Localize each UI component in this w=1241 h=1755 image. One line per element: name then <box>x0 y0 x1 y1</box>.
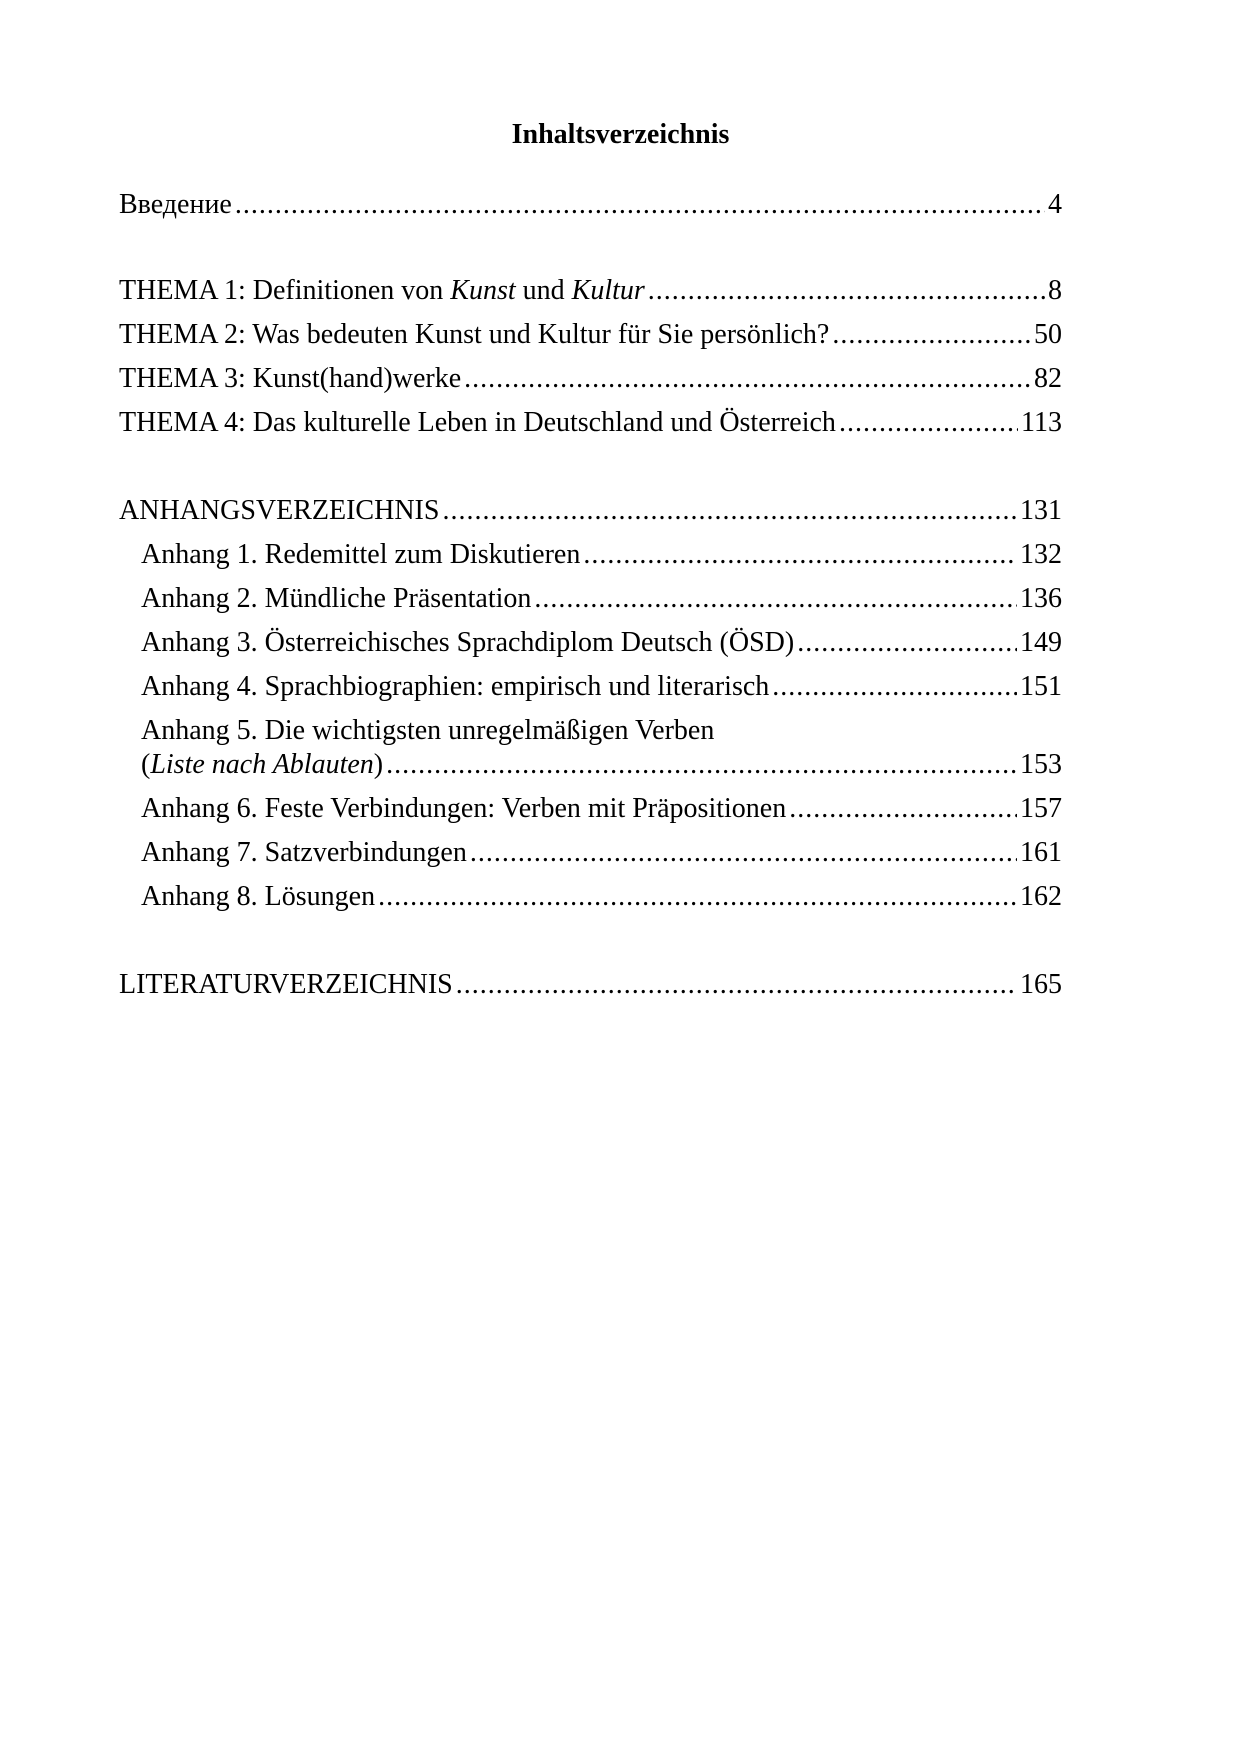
toc-entry-label: THEMA 4: Das kulturelle Leben in Deutschland und Österreich <box>119 407 836 438</box>
toc-entry-anhang-5-line-1[interactable]: Anhang 5. Die wichtigsten unregelmäßigen Verben <box>141 715 715 746</box>
dot-leader <box>235 188 1045 222</box>
toc-page-number: 4 <box>1048 189 1062 220</box>
toc-entry-label: Anhang 2. Mündliche Präsentation <box>141 583 532 614</box>
toc-entry-label: Введение <box>119 189 232 220</box>
toc-entry-anhang-6[interactable] <box>141 792 1062 826</box>
toc-entry-label: THEMA 2: Was bedeuten Kunst und Kultur für Sie persönlich? <box>119 319 830 350</box>
toc-entry-anhang-4[interactable] <box>141 670 1062 704</box>
dot-leader <box>442 494 1017 528</box>
toc-page-number: 136 <box>1020 583 1062 614</box>
toc-entry-anhang-1[interactable] <box>141 538 1062 572</box>
toc-page-number: 165 <box>1020 969 1062 1000</box>
toc-page-number: 149 <box>1020 627 1062 658</box>
dot-leader <box>797 626 1017 660</box>
toc-entry-label: (Liste nach Ablauten) <box>141 749 384 780</box>
toc-entry-label: Anhang 6. Feste Verbindungen: Verben mit Präpositionen <box>141 793 787 824</box>
toc-page-number: 153 <box>1020 749 1062 780</box>
dot-leader <box>583 538 1017 572</box>
dot-leader <box>832 318 1031 352</box>
page-title: Inhaltsverzeichnis <box>511 119 730 150</box>
toc-entry-anhang-3[interactable] <box>141 626 1062 660</box>
toc-page-number: 113 <box>1021 407 1062 438</box>
toc-page-number: 151 <box>1020 671 1062 702</box>
toc-page-number: 131 <box>1020 495 1062 526</box>
dot-leader <box>456 968 1017 1002</box>
dot-leader <box>772 670 1017 704</box>
toc-entry-label: Anhang 8. Lösungen <box>141 881 376 912</box>
toc-entry-thema-3[interactable] <box>119 362 1062 396</box>
toc-entry-thema-1[interactable] <box>119 274 1062 308</box>
toc-entry-label: THEMA 1: Definitionen von Kunst und Kultur <box>119 275 645 306</box>
toc-entry-intro[interactable] <box>119 188 1062 222</box>
toc-entry-thema-4[interactable] <box>119 406 1062 440</box>
toc-entry-label: LITERATURVERZEICHNIS <box>119 969 453 1000</box>
toc-entry-appendix-index[interactable] <box>119 494 1062 528</box>
toc-entry-label: ANHANGSVERZEICHNIS <box>119 495 440 526</box>
toc-entry-label: Anhang 1. Redemittel zum Diskutieren <box>141 539 581 570</box>
dot-leader <box>789 792 1017 826</box>
toc-page-number: 8 <box>1048 275 1062 306</box>
toc-page-number: 50 <box>1034 319 1062 350</box>
toc-entry-label: THEMA 3: Kunst(hand)werke <box>119 363 462 394</box>
toc-entry-label: Anhang 3. Österreichisches Sprachdiplom Deutsch (ÖSD) <box>141 627 795 658</box>
toc-page-number: 162 <box>1020 881 1062 912</box>
dot-leader <box>464 362 1031 396</box>
dot-leader <box>470 836 1017 870</box>
toc-page-number: 161 <box>1020 837 1062 868</box>
toc-entry-label: Anhang 4. Sprachbiographien: empirisch und literarisch <box>141 671 770 702</box>
dot-leader <box>839 406 1018 440</box>
toc-entry-anhang-2[interactable] <box>141 582 1062 616</box>
toc-page-number: 132 <box>1020 539 1062 570</box>
toc-entry-label: Anhang 7. Satzverbindungen <box>141 837 467 868</box>
toc-entry-anhang-8[interactable] <box>141 880 1062 914</box>
dot-leader <box>386 748 1017 782</box>
dot-leader <box>378 880 1017 914</box>
toc-page-number: 82 <box>1034 363 1062 394</box>
dot-leader <box>648 274 1045 308</box>
dot-leader <box>534 582 1017 616</box>
toc-entry-anhang-7[interactable] <box>141 836 1062 870</box>
toc-entry-bibliography[interactable] <box>119 968 1062 1002</box>
toc-entry-anhang-5[interactable] <box>141 748 1062 782</box>
toc-page-number: 157 <box>1020 793 1062 824</box>
toc-entry-thema-2[interactable] <box>119 318 1062 352</box>
